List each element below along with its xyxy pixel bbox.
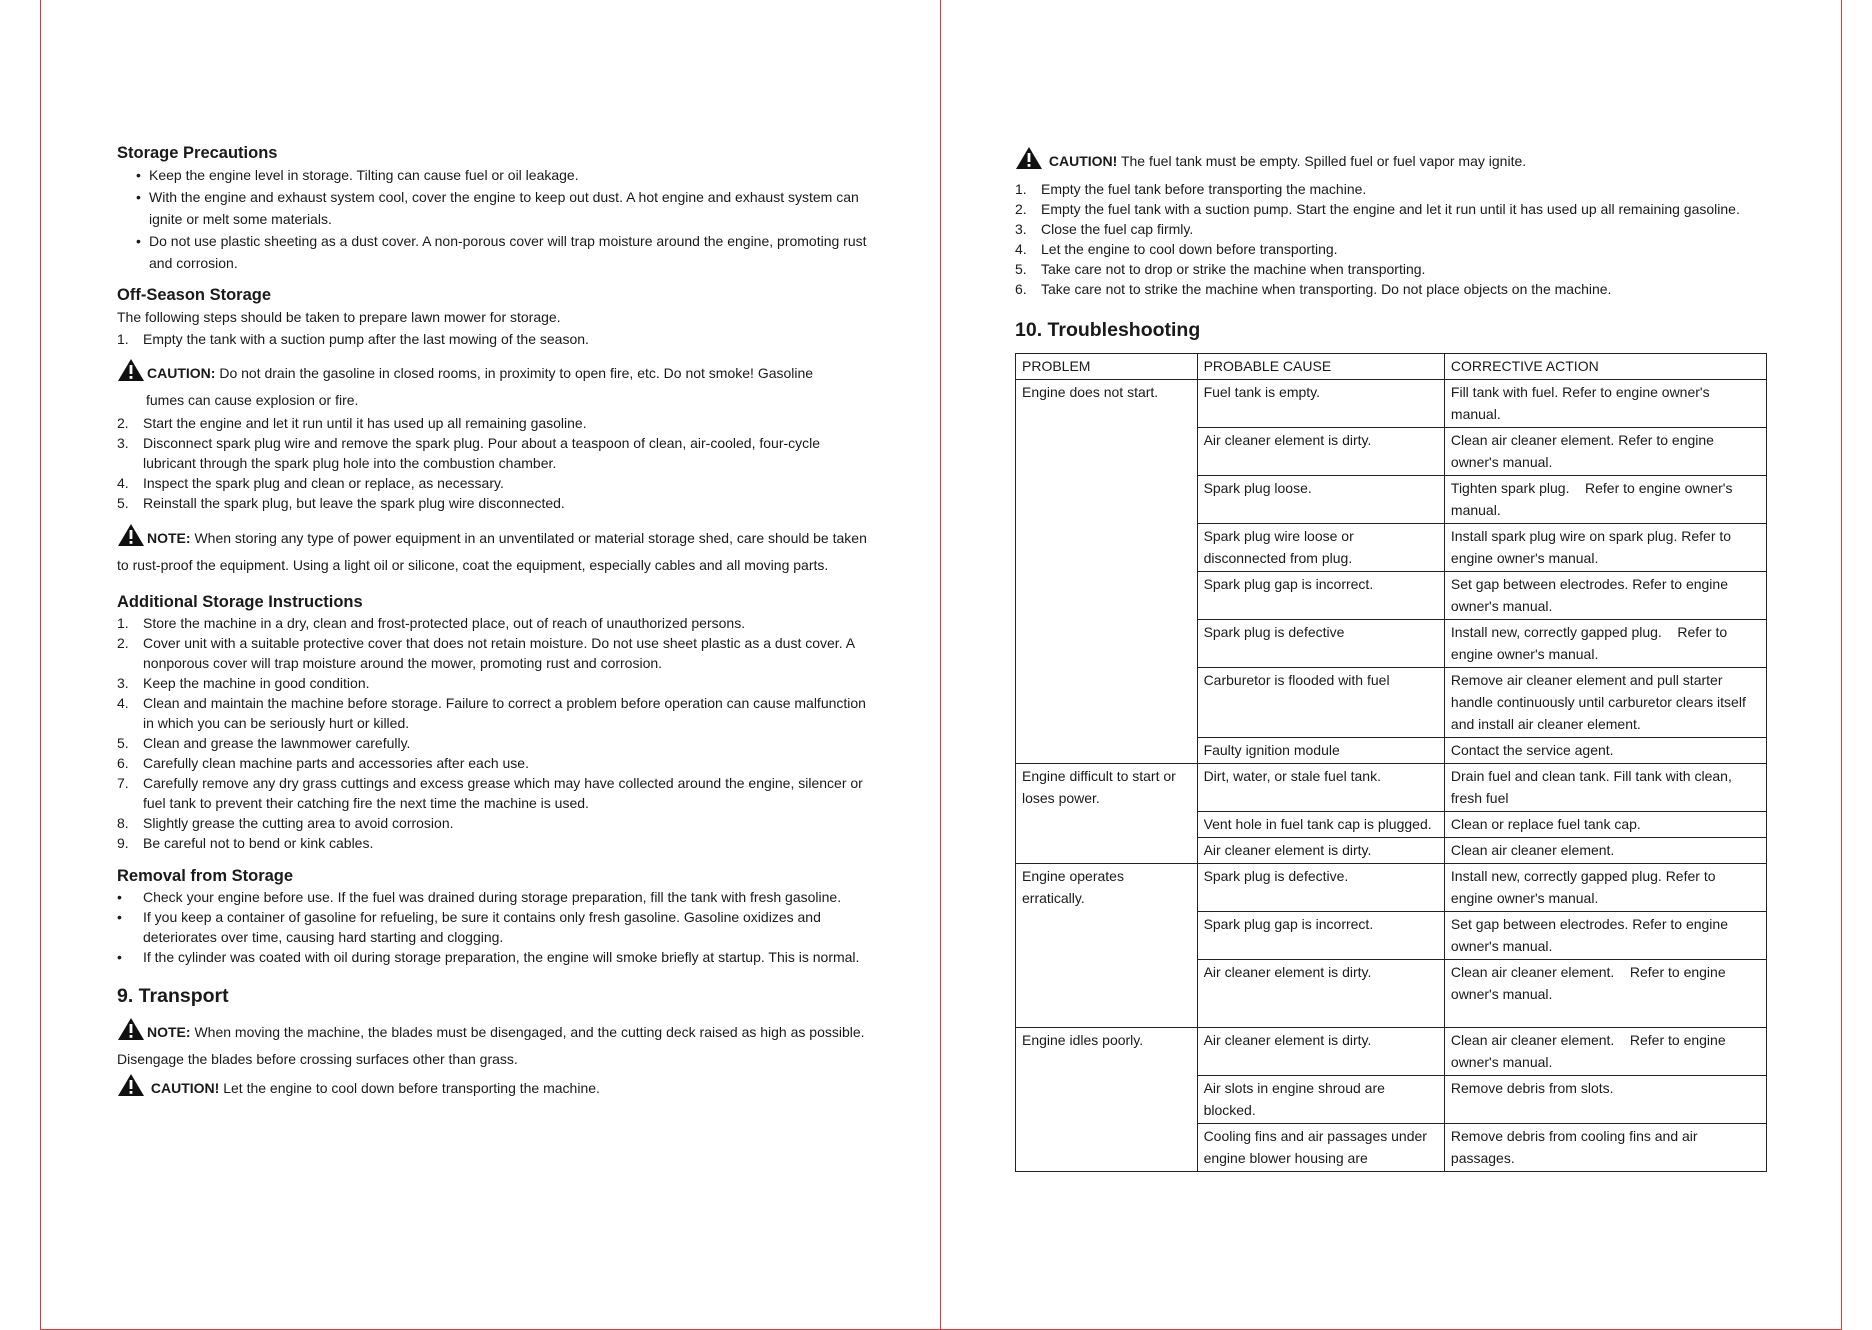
storage-precautions-heading: Storage Precautions (117, 144, 278, 162)
problem-cell: Engine idles poorly. (1016, 1028, 1198, 1172)
fuel-caution: CAUTION! The fuel tank must be empty. Spilled fuel or fuel vapor may ignite. (1015, 146, 1765, 175)
table-row (1016, 380, 1767, 428)
list-item: 3. Keep the machine in good condition. (117, 675, 370, 691)
action-cell: Set gap between electrodes. Refer to engine owner's manual. (1444, 912, 1766, 960)
action-cell: Install spark plug wire on spark plug. Refer to engine owner's manual. (1444, 524, 1766, 572)
off-season-intro: The following steps should be taken to prepare lawn mower for storage. (117, 309, 561, 325)
cause-cell: Air cleaner element is dirty. (1197, 960, 1444, 1028)
warning-icon (117, 523, 145, 547)
problem-cell: Engine difficult to start or loses power. (1016, 764, 1198, 864)
list-item: 5. Clean and grease the lawnmower carefully. (117, 735, 411, 751)
action-cell: Clean air cleaner element. Refer to engine owner's manual. (1444, 960, 1766, 1028)
table-row (1016, 864, 1767, 912)
off-season-note: NOTE: When storing any type of power equipment in an unventilated or material storage shed, care should be taken to rust-proof the equipment. Using a light oil or silicone, coat the equipment, especially cables and all moving parts. (117, 523, 867, 579)
list-item: 3. Disconnect spark plug wire and remove the spark plug. Pour about a teaspoon of clean, air-cooled, four-cycle lubricant through the spark plug hole into the combustion chamber. (117, 435, 821, 471)
list-item: • With the engine and exhaust system cool, cover the engine to keep out dust. A hot engine and exhaust system can ignite or melt some materials. (136, 189, 859, 227)
cause-cell: Air cleaner element is dirty. (1197, 838, 1444, 864)
additional-storage-list (117, 613, 867, 853)
list-item: 4. Let the engine to cool down before transporting. (1015, 241, 1338, 257)
table-row (1016, 1028, 1767, 1076)
action-cell: Clean air cleaner element. Refer to engine owner's manual. (1444, 1028, 1766, 1076)
storage-precautions-list (117, 164, 867, 274)
cause-cell: Spark plug loose. (1197, 476, 1444, 524)
action-cell: Tighten spark plug. Refer to engine owner's manual. (1444, 476, 1766, 524)
action-cell: Drain fuel and clean tank. Fill tank with clean, fresh fuel (1444, 764, 1766, 812)
cause-cell: Cooling fins and air passages under engine blower housing are (1197, 1124, 1444, 1172)
transport-note: NOTE: When moving the machine, the blades must be disengaged, and the cutting deck raised as high as possible. Disengage the blades before crossing surfaces other than grass. (117, 1017, 867, 1073)
cause-cell: Air cleaner element is dirty. (1197, 428, 1444, 476)
list-item: • If you keep a container of gasoline for refueling, be sure it contains only fresh gasoline. Gasoline oxidizes and deteriorates over time, causing hard starting and clogging. (117, 909, 821, 945)
action-cell: Clean or replace fuel tank cap. (1444, 812, 1766, 838)
warning-icon (1015, 146, 1043, 170)
table-header-row (1016, 354, 1767, 380)
warning-icon (117, 1017, 145, 1041)
cause-cell: Dirt, water, or stale fuel tank. (1197, 764, 1444, 812)
list-item: 5. Take care not to drop or strike the machine when transporting. (1015, 261, 1426, 277)
action-cell: Clean air cleaner element. (1444, 838, 1766, 864)
header-corrective-action: CORRECTIVE ACTION (1444, 354, 1766, 380)
action-cell: Remove debris from slots. (1444, 1076, 1766, 1124)
cause-cell: Faulty ignition module (1197, 738, 1444, 764)
warning-icon (117, 358, 145, 382)
table-row (1016, 764, 1767, 812)
action-cell: Install new, correctly gapped plug. Refer to engine owner's manual. (1444, 620, 1766, 668)
list-item: • Do not use plastic sheeting as a dust cover. A non-porous cover will trap moisture around the engine, promoting rust and corrosion. (136, 233, 867, 271)
action-cell: Remove air cleaner element and pull starter handle continuously until carburetor clears itself and install air cleaner element. (1444, 668, 1766, 738)
list-item: 9. Be careful not to bend or kink cables. (117, 835, 374, 851)
action-cell: Fill tank with fuel. Refer to engine owner's manual. (1444, 380, 1766, 428)
header-probable-cause: PROBABLE CAUSE (1197, 354, 1444, 380)
action-cell: Clean air cleaner element. Refer to engine owner's manual. (1444, 428, 1766, 476)
off-season-caution-cont: fumes can cause explosion or fire. (146, 392, 359, 408)
list-item: 6. Carefully clean machine parts and accessories after each use. (117, 755, 529, 771)
action-cell: Remove debris from cooling fins and air passages. (1444, 1124, 1766, 1172)
removal-list (117, 887, 867, 967)
transport-caution: CAUTION! Let the engine to cool down before transporting the machine. (117, 1073, 867, 1102)
cause-cell: Air cleaner element is dirty. (1197, 1028, 1444, 1076)
list-item: • Keep the engine level in storage. Tilting can cause fuel or oil leakage. (136, 167, 579, 183)
list-item: • If the cylinder was coated with oil during storage preparation, the engine will smoke briefly at startup. This is normal. (117, 949, 860, 965)
left-column (117, 142, 867, 1102)
list-item: 1. Empty the fuel tank before transporting the machine. (1015, 181, 1367, 197)
list-item: 4. Clean and maintain the machine before storage. Failure to correct a problem before operation can cause malfunction in which you can be seriously hurt or killed. (117, 695, 866, 731)
list-item: • Check your engine before use. If the fuel was drained during storage preparation, fill the tank with fresh gasoline. (117, 889, 842, 905)
list-item: 2. Cover unit with a suitable protective cover that does not retain moisture. Do not use sheet plastic as a dust cover. A nonporous cover will trap moisture around the mower, promoting rust and corrosion. (117, 635, 855, 671)
problem-cell: Engine does not start. (1016, 380, 1198, 764)
troubleshooting-table (1015, 353, 1767, 1172)
cause-cell: Spark plug gap is incorrect. (1197, 912, 1444, 960)
list-item: 1. Store the machine in a dry, clean and frost-protected place, out of reach of unauthorized persons. (117, 615, 746, 631)
cause-cell: Spark plug is defective. (1197, 864, 1444, 912)
action-cell: Set gap between electrodes. Refer to engine owner's manual. (1444, 572, 1766, 620)
list-item: 3. Close the fuel cap firmly. (1015, 221, 1194, 237)
list-item: 8. Slightly grease the cutting area to avoid corrosion. (117, 815, 454, 831)
list-item: 5. Reinstall the spark plug, but leave the spark plug wire disconnected. (117, 495, 565, 511)
cause-cell: Spark plug gap is incorrect. (1197, 572, 1444, 620)
cause-cell: Vent hole in fuel tank cap is plugged. (1197, 812, 1444, 838)
cause-cell: Fuel tank is empty. (1197, 380, 1444, 428)
right-column (1015, 146, 1765, 1172)
additional-storage-heading: Additional Storage Instructions (117, 593, 363, 611)
cause-cell: Carburetor is flooded with fuel (1197, 668, 1444, 738)
action-cell: Install new, correctly gapped plug. Refer to engine owner's manual. (1444, 864, 1766, 912)
cause-cell: Spark plug is defective (1197, 620, 1444, 668)
removal-heading: Removal from Storage (117, 867, 294, 885)
troubleshooting-heading: 10. Troubleshooting (1015, 319, 1201, 341)
header-problem: PROBLEM (1016, 354, 1198, 380)
problem-cell: Engine operates erratically. (1016, 864, 1198, 1028)
list-item: 7. Carefully remove any dry grass cuttings and excess grease which may have collected around the engine, silencer or fuel tank to prevent their catching fire the next time the machine is used. (117, 775, 863, 811)
transport-steps-list (1015, 179, 1765, 299)
action-cell: Contact the service agent. (1444, 738, 1766, 764)
off-season-caution: CAUTION: Do not drain the gasoline in closed rooms, in proximity to open fire, etc. Do not smoke! Gasoline (117, 358, 867, 387)
warning-icon (117, 1073, 145, 1097)
cause-cell: Air slots in engine shroud are blocked. (1197, 1076, 1444, 1124)
off-season-heading: Off-Season Storage (117, 286, 272, 304)
list-item: 6. Take care not to strike the machine when transporting. Do not place objects on the machine. (1015, 281, 1612, 297)
cause-cell: Spark plug wire loose or disconnected from plug. (1197, 524, 1444, 572)
list-item: 2. Empty the fuel tank with a suction pump. Start the engine and let it run until it has used up all remaining gasoline. (1015, 201, 1740, 217)
list-item: 2. Start the engine and let it run until it has used up all remaining gasoline. (117, 415, 587, 431)
list-item: 1. Empty the tank with a suction pump after the last mowing of the season. (117, 331, 589, 347)
list-item: 4. Inspect the spark plug and clean or replace, as necessary. (117, 475, 504, 491)
transport-heading: 9. Transport (117, 985, 229, 1007)
